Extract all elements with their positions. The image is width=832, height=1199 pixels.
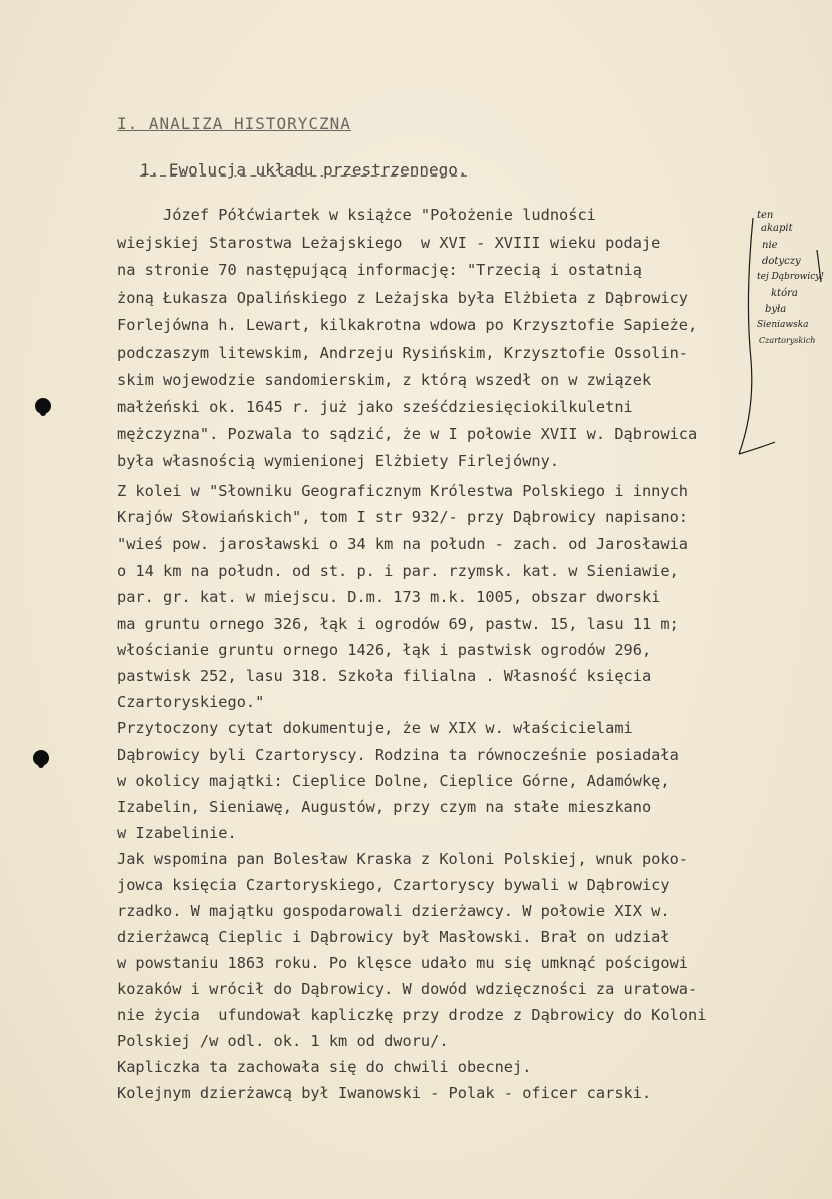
text-line: nie życia ufundował kapliczkę przy drodze z Dąbrowicy do Koloni bbox=[117, 1006, 707, 1024]
margin-bracket-icon bbox=[735, 210, 830, 460]
text-line: Forlejówna h. Lewart, kilkakrotna wdowa po Krzysztofie Sapieże, bbox=[117, 316, 698, 334]
text-line: Przytoczony cytat dokumentuje, że w XIX w. właścicielami bbox=[117, 719, 633, 737]
subsection-heading: 1. Ewolucja układu przestrzennego. bbox=[140, 160, 468, 179]
text-line: podczaszym litewskim, Andrzeju Rysińskim, Krzysztofie Ossolin- bbox=[117, 344, 688, 362]
text-line: wiejskiej Starostwa Leżajskiego w XVI - XVIII wieku podaje bbox=[117, 234, 661, 252]
note-word: Sieniawska bbox=[757, 320, 809, 330]
text-line: była własnością wymienionej Elżbiety Firlejówny. bbox=[117, 452, 560, 470]
text-line: Z kolei w "Słowniku Geograficznym Królestwa Polskiego i innych bbox=[117, 482, 688, 500]
text-line: Kolejnym dzierżawcą był Iwanowski - Polak - oficer carski. bbox=[117, 1084, 652, 1102]
text-line: jowca księcia Czartoryskiego, Czartoryscy bywali w Dąbrowicy bbox=[117, 876, 670, 894]
text-line: w powstaniu 1863 roku. Po klęsce udało mu się umknąć pościgowi bbox=[117, 954, 688, 972]
note-word: Czartoryskich bbox=[759, 336, 816, 345]
text-line: żoną Łukasza Opalińskiego z Leżajska była Elżbieta z Dąbrowicy bbox=[117, 289, 688, 307]
text-line: ma gruntu ornego 326, łąk i ogrodów 69, pastw. 15, lasu 11 m; bbox=[117, 615, 679, 633]
text-line: Polskiej /w odl. ok. 1 km od dworu/. bbox=[117, 1032, 449, 1050]
text-line: rzadko. W majątku gospodarowali dzierżawcy. W połowie XIX w. bbox=[117, 902, 670, 920]
text-line: Izabelin, Sieniawę, Augustów, przy czym na stałe mieszkano bbox=[117, 798, 652, 816]
punch-hole-bottom bbox=[33, 750, 49, 766]
text-line: mężczyzna". Pozwala to sądzić, że w I połowie XVII w. Dąbrowica bbox=[117, 425, 698, 443]
note-word: była bbox=[765, 304, 787, 315]
text-line: Czartoryskiego." bbox=[117, 693, 265, 711]
text-line: o 14 km na połudn. od st. p. i par. rzymsk. kat. w Sieniawie, bbox=[117, 562, 679, 580]
note-word: akapit bbox=[761, 223, 793, 234]
text-line: pastwisk 252, lasu 318. Szkoła filialna . Własność księcia bbox=[117, 667, 652, 685]
text-line: Dąbrowicy byli Czartoryscy. Rodzina ta równocześnie posiadała bbox=[117, 746, 679, 764]
text-line: "wieś pow. jarosławski o 34 km na połudn - zach. od Jarosławia bbox=[117, 535, 688, 553]
note-word: dotyczy bbox=[762, 256, 801, 267]
text-line: Jak wspomina pan Bolesław Kraska z Koloni Polskiej, wnuk poko- bbox=[117, 850, 688, 868]
text-line: kozaków i wrócił do Dąbrowicy. W dowód wdzięczności za uratowa- bbox=[117, 980, 698, 998]
text-line: Krajów Słowiańskich", tom I str 932/- przy Dąbrowicy napisano: bbox=[117, 508, 688, 526]
text-line: w Izabelinie. bbox=[117, 824, 237, 842]
text-line: małżeński ok. 1645 r. już jako sześćdziesięciokilkuletni bbox=[117, 398, 633, 416]
note-word: nie bbox=[762, 240, 778, 251]
note-word: tej Dąbrowicy! bbox=[757, 272, 824, 282]
punch-hole-top bbox=[35, 398, 51, 414]
text-line: włościanie gruntu ornego 1426, łąk i pastwisk ogrodów 296, bbox=[117, 641, 652, 659]
text-line: par. gr. kat. w miejscu. D.m. 173 m.k. 1005, obszar dworski bbox=[117, 588, 661, 606]
text-line: w okolicy majątki: Cieplice Dolne, Cieplice Górne, Adamówkę, bbox=[117, 772, 670, 790]
note-word: ten bbox=[757, 210, 774, 221]
text-line: Józef Półćwiartek w książce "Położenie ludności bbox=[117, 206, 596, 224]
note-word: która bbox=[771, 288, 798, 299]
text-line: Kapliczka ta zachowała się do chwili obecnej. bbox=[117, 1058, 532, 1076]
text-line: na stronie 70 następującą informację: "Trzecią i ostatnią bbox=[117, 261, 642, 279]
text-line: skim wojewodzie sandomierskim, z którą wszedł on w związek bbox=[117, 371, 652, 389]
section-heading: I. ANALIZA HISTORYCZNA bbox=[117, 114, 351, 133]
text-line: dzierżawcą Cieplic i Dąbrowicy był Masłowski. Brał on udział bbox=[117, 928, 670, 946]
handwritten-margin-note bbox=[735, 210, 830, 460]
